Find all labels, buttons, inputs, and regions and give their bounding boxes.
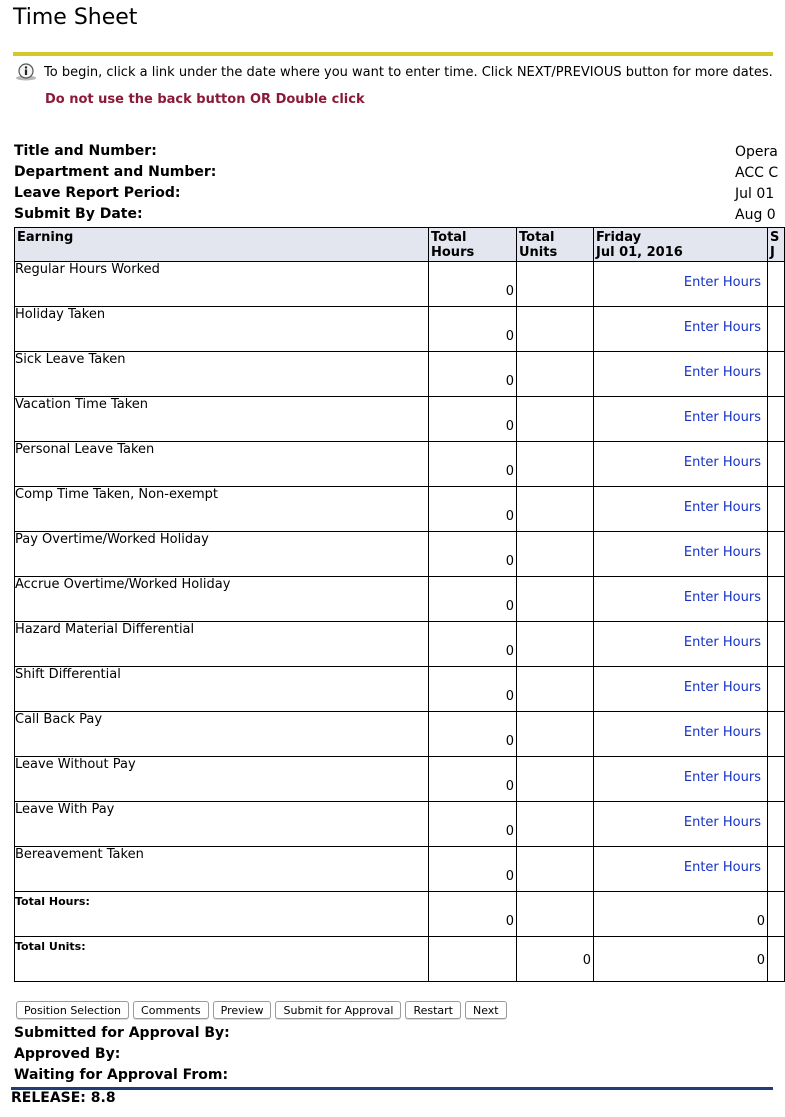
leave-period-value: Jul 01 (735, 186, 775, 202)
next-day-cell (768, 847, 785, 892)
day-cell (594, 667, 768, 712)
table-row (15, 577, 785, 622)
total-hours-cell: 0 (429, 532, 517, 577)
total-hours-cell: 0 (429, 262, 517, 307)
table-row (15, 352, 785, 397)
day-cell (594, 847, 768, 892)
day-cell (594, 307, 768, 352)
total-units-day: 0 (594, 937, 768, 982)
table-row (15, 847, 785, 892)
earning-label: Accrue Overtime/Worked Holiday (15, 577, 429, 622)
day-cell (594, 532, 768, 577)
earning-label: Sick Leave Taken (15, 352, 429, 397)
total-hours-day: 0 (594, 892, 768, 937)
next-button[interactable]: Next (465, 1001, 507, 1019)
earning-label: Bereavement Taken (15, 847, 429, 892)
next-day-cell (768, 262, 785, 307)
approved-by-label: Approved By: (14, 1046, 121, 1062)
earning-label: Pay Overtime/Worked Holiday (15, 532, 429, 577)
next-day-cell (768, 712, 785, 757)
total-units-cell (517, 397, 594, 442)
release-label: RELEASE: 8.8 (11, 1090, 116, 1106)
submitted-by-label: Submitted for Approval By: (14, 1025, 230, 1041)
table-row (15, 532, 785, 577)
total-units-cell (517, 757, 594, 802)
table-row (15, 622, 785, 667)
submit-for-approval-button[interactable]: Submit for Approval (275, 1001, 401, 1019)
day-cell (594, 442, 768, 487)
table-row (15, 487, 785, 532)
total-units-next-cell (768, 937, 785, 982)
day-cell (594, 397, 768, 442)
total-units-label: Total Units: (15, 937, 429, 982)
header-day-next: S J (768, 228, 785, 262)
header-earning: Earning (15, 228, 429, 262)
footer-divider (11, 1087, 773, 1090)
earning-label: Comp Time Taken, Non-exempt (15, 487, 429, 532)
earning-label: Leave With Pay (15, 802, 429, 847)
enter-hours-link[interactable]: Enter Hours (683, 860, 761, 875)
next-day-cell (768, 667, 785, 712)
preview-button[interactable]: Preview (213, 1001, 272, 1019)
title-number-value: Opera (735, 144, 778, 160)
instruction-text: To begin, click a link under the date where you want to enter time. Click NEXT/PREVIOUS button for more dates. (44, 64, 773, 80)
total-hours-cell: 0 (429, 622, 517, 667)
total-hours-cell: 0 (429, 802, 517, 847)
total-units-cell (517, 802, 594, 847)
day-cell (594, 802, 768, 847)
total-units-hours-cell (429, 937, 517, 982)
enter-hours-link[interactable]: Enter Hours (683, 275, 761, 290)
title-number-label: Title and Number: (14, 143, 157, 159)
total-units-cell (517, 352, 594, 397)
enter-hours-link[interactable]: Enter Hours (683, 320, 761, 335)
total-hours-cell: 0 (429, 487, 517, 532)
earning-label: Call Back Pay (15, 712, 429, 757)
enter-hours-link[interactable]: Enter Hours (683, 635, 761, 650)
enter-hours-link[interactable]: Enter Hours (683, 770, 761, 785)
enter-hours-link[interactable]: Enter Hours (683, 725, 761, 740)
table-row (15, 307, 785, 352)
next-day-cell (768, 352, 785, 397)
total-units-row (15, 937, 785, 982)
total-hours-cell: 0 (429, 667, 517, 712)
day-cell (594, 487, 768, 532)
table-row (15, 667, 785, 712)
total-hours-cell: 0 (429, 847, 517, 892)
enter-hours-link[interactable]: Enter Hours (683, 815, 761, 830)
earning-label: Leave Without Pay (15, 757, 429, 802)
enter-hours-link[interactable]: Enter Hours (683, 455, 761, 470)
next-day-cell (768, 442, 785, 487)
day-cell (594, 352, 768, 397)
next-day-cell (768, 397, 785, 442)
total-hours-row (15, 892, 785, 937)
earning-label: Vacation Time Taken (15, 397, 429, 442)
total-hours-units-cell (517, 892, 594, 937)
next-day-cell (768, 577, 785, 622)
total-units-cell (517, 622, 594, 667)
total-units-cell (517, 577, 594, 622)
department-label: Department and Number: (14, 164, 217, 180)
table-row (15, 712, 785, 757)
header-total-hours: Total Hours (429, 228, 517, 262)
earning-label: Regular Hours Worked (15, 262, 429, 307)
total-hours-label: Total Hours: (15, 892, 429, 937)
table-row (15, 442, 785, 487)
enter-hours-link[interactable]: Enter Hours (683, 590, 761, 605)
total-units-cell (517, 262, 594, 307)
next-day-cell (768, 622, 785, 667)
total-hours-cell: 0 (429, 352, 517, 397)
next-day-cell (768, 757, 785, 802)
submit-by-value: Aug 0 (735, 207, 776, 223)
total-units-cell (517, 307, 594, 352)
earning-label: Personal Leave Taken (15, 442, 429, 487)
day-cell (594, 622, 768, 667)
day-cell (594, 712, 768, 757)
total-hours-cell: 0 (429, 397, 517, 442)
day-cell (594, 262, 768, 307)
enter-hours-link[interactable]: Enter Hours (683, 410, 761, 425)
header-total-units: Total Units (517, 228, 594, 262)
info-icon (14, 63, 38, 81)
table-header-row (15, 228, 785, 262)
total-units-cell (517, 667, 594, 712)
warning-text: Do not use the back button OR Double click (45, 92, 365, 107)
next-day-cell (768, 802, 785, 847)
total-hours-cell: 0 (429, 757, 517, 802)
day-cell (594, 757, 768, 802)
total-hours-cell: 0 (429, 712, 517, 757)
total-units-cell (517, 532, 594, 577)
table-row (15, 802, 785, 847)
day-cell (594, 577, 768, 622)
total-units-sum: 0 (517, 937, 594, 982)
waiting-approval-label: Waiting for Approval From: (14, 1067, 229, 1083)
total-hours-sum: 0 (429, 892, 517, 937)
total-units-cell (517, 712, 594, 757)
table-row (15, 397, 785, 442)
comments-button[interactable]: Comments (133, 1001, 209, 1019)
enter-hours-link[interactable]: Enter Hours (683, 680, 761, 695)
enter-hours-link[interactable]: Enter Hours (683, 365, 761, 380)
total-units-cell (517, 847, 594, 892)
instruction-row (14, 62, 773, 82)
department-value: ACC C (735, 165, 779, 181)
earning-label: Holiday Taken (15, 307, 429, 352)
page-title: Time Sheet (13, 5, 138, 30)
next-day-cell (768, 532, 785, 577)
enter-hours-link[interactable]: Enter Hours (683, 500, 761, 515)
total-hours-cell: 0 (429, 577, 517, 622)
table-row (15, 262, 785, 307)
earning-label: Shift Differential (15, 667, 429, 712)
header-day-friday: Friday Jul 01, 2016 (594, 228, 768, 262)
total-hours-next-cell (768, 892, 785, 937)
total-hours-cell: 0 (429, 442, 517, 487)
time-sheet-table (14, 227, 785, 982)
total-hours-cell: 0 (429, 307, 517, 352)
action-buttons (16, 1001, 507, 1019)
position-selection-button[interactable]: Position Selection (16, 1001, 129, 1019)
earning-label: Hazard Material Differential (15, 622, 429, 667)
next-day-cell (768, 307, 785, 352)
table-row (15, 757, 785, 802)
leave-period-label: Leave Report Period: (14, 185, 181, 201)
restart-button[interactable]: Restart (405, 1001, 461, 1019)
submit-by-label: Submit By Date: (14, 206, 143, 222)
next-day-cell (768, 487, 785, 532)
total-units-cell (517, 487, 594, 532)
title-divider (13, 52, 773, 56)
total-units-cell (517, 442, 594, 487)
enter-hours-link[interactable]: Enter Hours (683, 545, 761, 560)
